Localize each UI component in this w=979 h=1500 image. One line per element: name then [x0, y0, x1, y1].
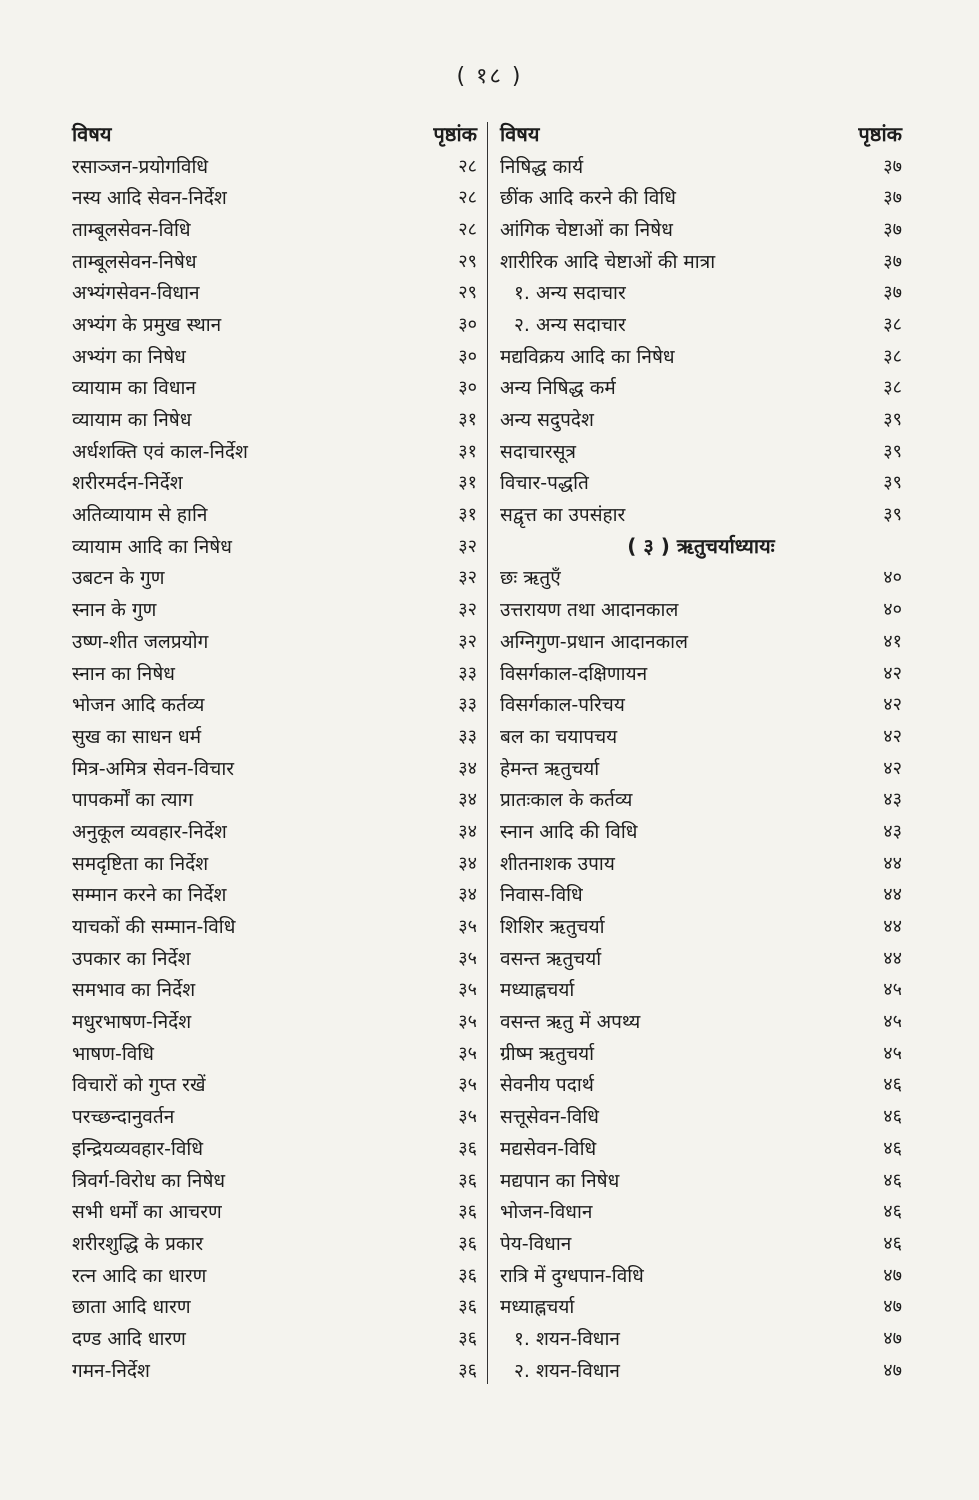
toc-entry — [72, 213, 477, 245]
entry-page-number: ३३ — [458, 725, 477, 747]
entry-page-number: ३६ — [458, 1137, 477, 1159]
toc-entry — [72, 625, 477, 657]
entry-page-number: ४७ — [883, 1296, 902, 1318]
toc-entry — [72, 1322, 477, 1354]
entry-topic: विसर्गकाल-दक्षिणायन — [500, 662, 648, 685]
entry-page-number: ३३ — [458, 662, 477, 684]
entry-topic: शिशिर ऋतुचर्या — [500, 916, 605, 939]
entry-topic: १. अन्य सदाचार — [514, 282, 626, 305]
toc-entry — [72, 1290, 477, 1322]
toc-entry — [72, 530, 477, 562]
toc-entry — [500, 467, 902, 499]
toc-entry — [72, 562, 477, 594]
toc-entry — [500, 879, 902, 911]
toc-entry — [72, 1164, 477, 1196]
toc-entry — [500, 1005, 902, 1037]
entry-page-number: ३४ — [458, 757, 477, 779]
entry-topic: मित्र-अमित्र सेवन-विचार — [72, 757, 235, 780]
entry-page-number: ३० — [458, 377, 477, 399]
page-header: पृष्ठांक — [433, 122, 477, 147]
entry-page-number: ३४ — [458, 852, 477, 874]
entry-topic: स्नान के गुण — [72, 599, 157, 622]
entry-topic: मध्याह्नचर्या — [500, 1296, 575, 1319]
entry-page-number: ४२ — [883, 662, 902, 684]
entry-topic: १. शयन-विधान — [514, 1327, 620, 1350]
entry-topic: रसाञ्जन-प्रयोगविधि — [72, 155, 209, 178]
entry-topic: २. अन्य सदाचार — [514, 313, 626, 336]
entry-page-number: ४५ — [883, 1011, 902, 1033]
entry-page-number: ३१ — [458, 440, 477, 462]
toc-entry — [500, 1354, 902, 1386]
toc-entry — [72, 752, 477, 784]
entry-page-number: ३९ — [883, 504, 902, 526]
entry-page-number: ३६ — [458, 1296, 477, 1318]
entry-topic: अनुकूल व्यवहार-निर्देश — [72, 820, 227, 843]
entry-page-number: ४४ — [883, 884, 902, 906]
toc-entry — [72, 498, 477, 530]
entry-topic: शीतनाशक उपाय — [500, 852, 615, 875]
entry-page-number: ४७ — [883, 1359, 902, 1381]
column-divider — [487, 122, 488, 1384]
toc-entry — [500, 1069, 902, 1101]
toc-entry — [500, 1227, 902, 1259]
toc-entry — [72, 245, 477, 277]
toc-entry — [72, 1195, 477, 1227]
entry-topic: भाषण-विधि — [72, 1042, 154, 1065]
entry-page-number: ४६ — [883, 1106, 902, 1128]
entry-page-number: ३० — [458, 345, 477, 367]
entry-topic: वसन्त ऋतुचर्या — [500, 947, 602, 970]
entry-page-number: ३८ — [883, 345, 902, 367]
toc-entry — [500, 1259, 902, 1291]
toc-entry — [500, 562, 902, 594]
toc-entry — [500, 1195, 902, 1227]
entry-topic: निवास-विधि — [500, 884, 583, 907]
entry-page-number: ३५ — [458, 1042, 477, 1064]
entry-page-number: ४२ — [883, 757, 902, 779]
entry-page-number: ४४ — [883, 852, 902, 874]
entry-page-number: ३९ — [883, 472, 902, 494]
entry-topic: मद्यविक्रय आदि का निषेध — [500, 345, 675, 368]
entry-page-number: ४० — [883, 599, 902, 621]
entry-page-number: ४३ — [883, 789, 902, 811]
left-column — [72, 118, 477, 1386]
entry-topic: विचारों को गुप्त रखें — [72, 1074, 206, 1097]
entry-page-number: ३६ — [458, 1201, 477, 1223]
entry-page-number: ३६ — [458, 1359, 477, 1381]
entry-page-number: ३२ — [458, 599, 477, 621]
entry-topic: मधुरभाषण-निर्देश — [72, 1011, 192, 1034]
toc-entry — [72, 435, 477, 467]
entry-topic: मद्यपान का निषेध — [500, 1169, 620, 1192]
entry-topic: छींक आदि करने की विधि — [500, 187, 676, 210]
toc-entry — [72, 657, 477, 689]
entry-topic: अग्निगुण-प्रधान आदानकाल — [500, 630, 688, 653]
entry-page-number: २८ — [458, 218, 477, 240]
toc-entry — [500, 1132, 902, 1164]
left-header-row — [72, 118, 477, 150]
entry-topic: ताम्बूलसेवन-निषेध — [72, 250, 197, 273]
entry-page-number: ३९ — [883, 440, 902, 462]
toc-entry — [72, 1100, 477, 1132]
entry-page-number: २८ — [458, 187, 477, 209]
entry-topic: ग्रीष्म ऋतुचर्या — [500, 1042, 595, 1065]
entry-page-number: ४६ — [883, 1232, 902, 1254]
entry-topic: व्यायाम का विधान — [72, 377, 196, 400]
entry-page-number: ३७ — [883, 155, 902, 177]
entry-page-number: ४६ — [883, 1074, 902, 1096]
entry-topic: रात्रि में दुग्धपान-विधि — [500, 1264, 644, 1287]
entry-page-number: ३० — [458, 313, 477, 335]
entry-page-number: ३७ — [883, 250, 902, 272]
entry-topic: शारीरिक आदि चेष्टाओं की मात्रा — [500, 250, 716, 273]
toc-entry — [72, 847, 477, 879]
entry-topic: छाता आदि धारण — [72, 1296, 191, 1319]
toc-entry — [500, 1100, 902, 1132]
toc-entry — [500, 181, 902, 213]
entry-page-number: ३६ — [458, 1264, 477, 1286]
entry-page-number: ४६ — [883, 1137, 902, 1159]
toc-entry — [72, 879, 477, 911]
entry-page-number: २९ — [458, 282, 477, 304]
entry-page-number: ३५ — [458, 979, 477, 1001]
entry-topic: व्यायाम आदि का निषेध — [72, 535, 232, 558]
toc-entry — [72, 942, 477, 974]
entry-topic: मद्यसेवन-विधि — [500, 1137, 597, 1160]
toc-entry — [72, 1227, 477, 1259]
toc-entry — [500, 720, 902, 752]
toc-entry — [500, 308, 902, 340]
toc-entry — [72, 1132, 477, 1164]
toc-entry — [500, 435, 902, 467]
toc-entry — [500, 276, 902, 308]
entry-page-number: ४५ — [883, 979, 902, 1001]
entry-topic: उत्तरायण तथा आदानकाल — [500, 599, 679, 622]
entry-topic: अभ्यंग का निषेध — [72, 345, 186, 368]
left-entries — [72, 150, 477, 1386]
toc-entry — [500, 815, 902, 847]
toc-entry — [72, 974, 477, 1006]
right-entries — [500, 150, 902, 1386]
toc-entry — [500, 1164, 902, 1196]
entry-page-number: ३६ — [458, 1232, 477, 1254]
entry-topic: छः ऋतुएँ — [500, 567, 561, 590]
entry-page-number: ३६ — [458, 1327, 477, 1349]
entry-page-number: ४७ — [883, 1264, 902, 1286]
entry-topic: पापकर्मों का त्याग — [72, 789, 194, 812]
toc-entry — [72, 150, 477, 182]
entry-topic: बल का चयापचय — [500, 725, 618, 748]
entry-page-number: ४४ — [883, 947, 902, 969]
section-heading: ( ३ ) ऋतुचर्याध्यायः — [627, 534, 775, 559]
entry-topic: मध्याह्नचर्या — [500, 979, 575, 1002]
entry-topic: सद्वृत्त का उपसंहार — [500, 504, 626, 527]
entry-page-number: ३६ — [458, 1169, 477, 1191]
entry-topic: अतिव्यायाम से हानि — [72, 504, 208, 527]
entry-topic: गमन-निर्देश — [72, 1359, 150, 1382]
entry-page-number: ४४ — [883, 916, 902, 938]
right-header-row — [500, 118, 902, 150]
toc-entry — [500, 625, 902, 657]
entry-page-number: ३४ — [458, 820, 477, 842]
entry-topic: उष्ण-शीत जलप्रयोग — [72, 630, 209, 653]
entry-page-number: ३१ — [458, 409, 477, 431]
toc-entry — [500, 1322, 902, 1354]
toc-entry — [500, 150, 902, 182]
toc-entry — [72, 910, 477, 942]
toc-entry — [500, 593, 902, 625]
entry-page-number: ४६ — [883, 1169, 902, 1191]
toc-entry — [500, 847, 902, 879]
toc-entry — [500, 1290, 902, 1322]
entry-page-number: ३८ — [883, 377, 902, 399]
entry-page-number: ३७ — [883, 187, 902, 209]
entry-topic: भोजन आदि कर्तव्य — [72, 694, 205, 717]
toc-entry — [72, 181, 477, 213]
entry-page-number: ४२ — [883, 694, 902, 716]
entry-page-number: ३५ — [458, 947, 477, 969]
entry-page-number: ३३ — [458, 694, 477, 716]
entry-page-number: ३२ — [458, 535, 477, 557]
entry-page-number: ३५ — [458, 1011, 477, 1033]
toc-entry — [500, 942, 902, 974]
toc-entry — [500, 372, 902, 404]
entry-topic: त्रिवर्ग-विरोध का निषेध — [72, 1169, 226, 1192]
entry-topic: शरीरमर्दन-निर्देश — [72, 472, 183, 495]
entry-topic: वसन्त ऋतु में अपथ्य — [500, 1011, 641, 1034]
entry-topic: आंगिक चेष्टाओं का निषेध — [500, 218, 673, 241]
toc-entry — [500, 403, 902, 435]
entry-topic: सुख का साधन धर्म — [72, 725, 202, 748]
toc-entry — [500, 974, 902, 1006]
entry-topic: सत्तूसेवन-विधि — [500, 1106, 599, 1129]
right-column — [500, 118, 902, 1386]
entry-page-number: ३१ — [458, 472, 477, 494]
entry-page-number: ४२ — [883, 725, 902, 747]
entry-topic: अन्य निषिद्ध कर्म — [500, 377, 616, 400]
entry-topic: ताम्बूलसेवन-विधि — [72, 218, 191, 241]
entry-topic: दण्ड आदि धारण — [72, 1327, 186, 1350]
toc-entry — [500, 213, 902, 245]
entry-page-number: ३२ — [458, 630, 477, 652]
toc-entry — [72, 1037, 477, 1069]
toc-entry — [72, 1354, 477, 1386]
toc-entry — [72, 783, 477, 815]
toc-entry — [500, 752, 902, 784]
entry-topic: प्रातःकाल के कर्तव्य — [500, 789, 633, 812]
toc-entry — [500, 688, 902, 720]
entry-topic: समभाव का निर्देश — [72, 979, 196, 1002]
entry-topic: व्यायाम का निषेध — [72, 409, 192, 432]
subject-header: विषय — [500, 122, 540, 147]
entry-page-number: ३४ — [458, 789, 477, 811]
entry-topic: स्नान आदि की विधि — [500, 820, 638, 843]
toc-entry — [72, 372, 477, 404]
entry-topic: भोजन-विधान — [500, 1201, 593, 1224]
entry-topic: पेय-विधान — [500, 1232, 572, 1255]
page-header: पृष्ठांक — [858, 122, 902, 147]
toc-entry — [500, 340, 902, 372]
toc-entry — [72, 308, 477, 340]
entry-topic: हेमन्त ऋतुचर्या — [500, 757, 600, 780]
entry-page-number: ३५ — [458, 916, 477, 938]
entry-page-number: ४६ — [883, 1201, 902, 1223]
entry-topic: उबटन के गुण — [72, 567, 165, 590]
entry-page-number: ३५ — [458, 1106, 477, 1128]
entry-page-number: ४० — [883, 567, 902, 589]
entry-topic: परच्छन्दानुवर्तन — [72, 1106, 175, 1129]
entry-page-number: ३७ — [883, 282, 902, 304]
entry-page-number: २८ — [458, 155, 477, 177]
toc-entry — [72, 467, 477, 499]
entry-page-number: ४१ — [883, 630, 902, 652]
toc-entry — [500, 245, 902, 277]
entry-page-number: ३४ — [458, 884, 477, 906]
toc-entry — [500, 910, 902, 942]
entry-page-number: ३१ — [458, 504, 477, 526]
entry-topic: २. शयन-विधान — [514, 1359, 620, 1382]
toc-entry — [72, 276, 477, 308]
entry-topic: याचकों की सम्मान-विधि — [72, 916, 236, 939]
entry-topic: अभ्यंग के प्रमुख स्थान — [72, 313, 222, 336]
toc-entry — [72, 1005, 477, 1037]
toc-entry — [72, 815, 477, 847]
entry-topic: इन्द्रियव्यवहार-विधि — [72, 1137, 204, 1160]
entry-page-number: ३२ — [458, 567, 477, 589]
toc-entry — [500, 657, 902, 689]
entry-topic: अभ्यंगसेवन-विधान — [72, 282, 200, 305]
entry-page-number: ३९ — [883, 409, 902, 431]
entry-topic: अर्धशक्ति एवं काल-निर्देश — [72, 440, 248, 463]
entry-topic: सभी धर्मों का आचरण — [72, 1201, 222, 1224]
toc-entry — [72, 1259, 477, 1291]
entry-topic: रत्न आदि का धारण — [72, 1264, 207, 1287]
toc-entry — [500, 783, 902, 815]
page-number: ( १८ ) — [456, 64, 523, 89]
toc-entry — [72, 720, 477, 752]
entry-topic: नस्य आदि सेवन-निर्देश — [72, 187, 227, 210]
entry-page-number: ४७ — [883, 1327, 902, 1349]
subject-header: विषय — [72, 122, 112, 147]
toc-entry — [72, 403, 477, 435]
toc-entry — [72, 593, 477, 625]
toc-entry — [72, 688, 477, 720]
entry-topic: विचार-पद्धति — [500, 472, 589, 495]
toc-entry — [500, 498, 902, 530]
entry-topic: विसर्गकाल-परिचय — [500, 694, 625, 717]
entry-topic: सेवनीय पदार्थ — [500, 1074, 594, 1097]
entry-topic: उपकार का निर्देश — [72, 947, 191, 970]
entry-topic: समदृष्टिता का निर्देश — [72, 852, 209, 875]
entry-topic: निषिद्ध कार्य — [500, 155, 584, 178]
entry-topic: स्नान का निषेध — [72, 662, 175, 685]
entry-page-number: ४३ — [883, 820, 902, 842]
toc-entry — [72, 340, 477, 372]
toc-entry — [500, 1037, 902, 1069]
entry-topic: अन्य सदुपदेश — [500, 409, 594, 432]
entry-topic: सदाचारसूत्र — [500, 440, 576, 463]
entry-page-number: ४५ — [883, 1042, 902, 1064]
entry-topic: सम्मान करने का निर्देश — [72, 884, 227, 907]
entry-page-number: २९ — [458, 250, 477, 272]
entry-page-number: ३५ — [458, 1074, 477, 1096]
entry-topic: शरीरशुद्धि के प्रकार — [72, 1232, 204, 1255]
entry-page-number: ३७ — [883, 218, 902, 240]
entry-page-number: ३८ — [883, 313, 902, 335]
toc-entry — [72, 1069, 477, 1101]
